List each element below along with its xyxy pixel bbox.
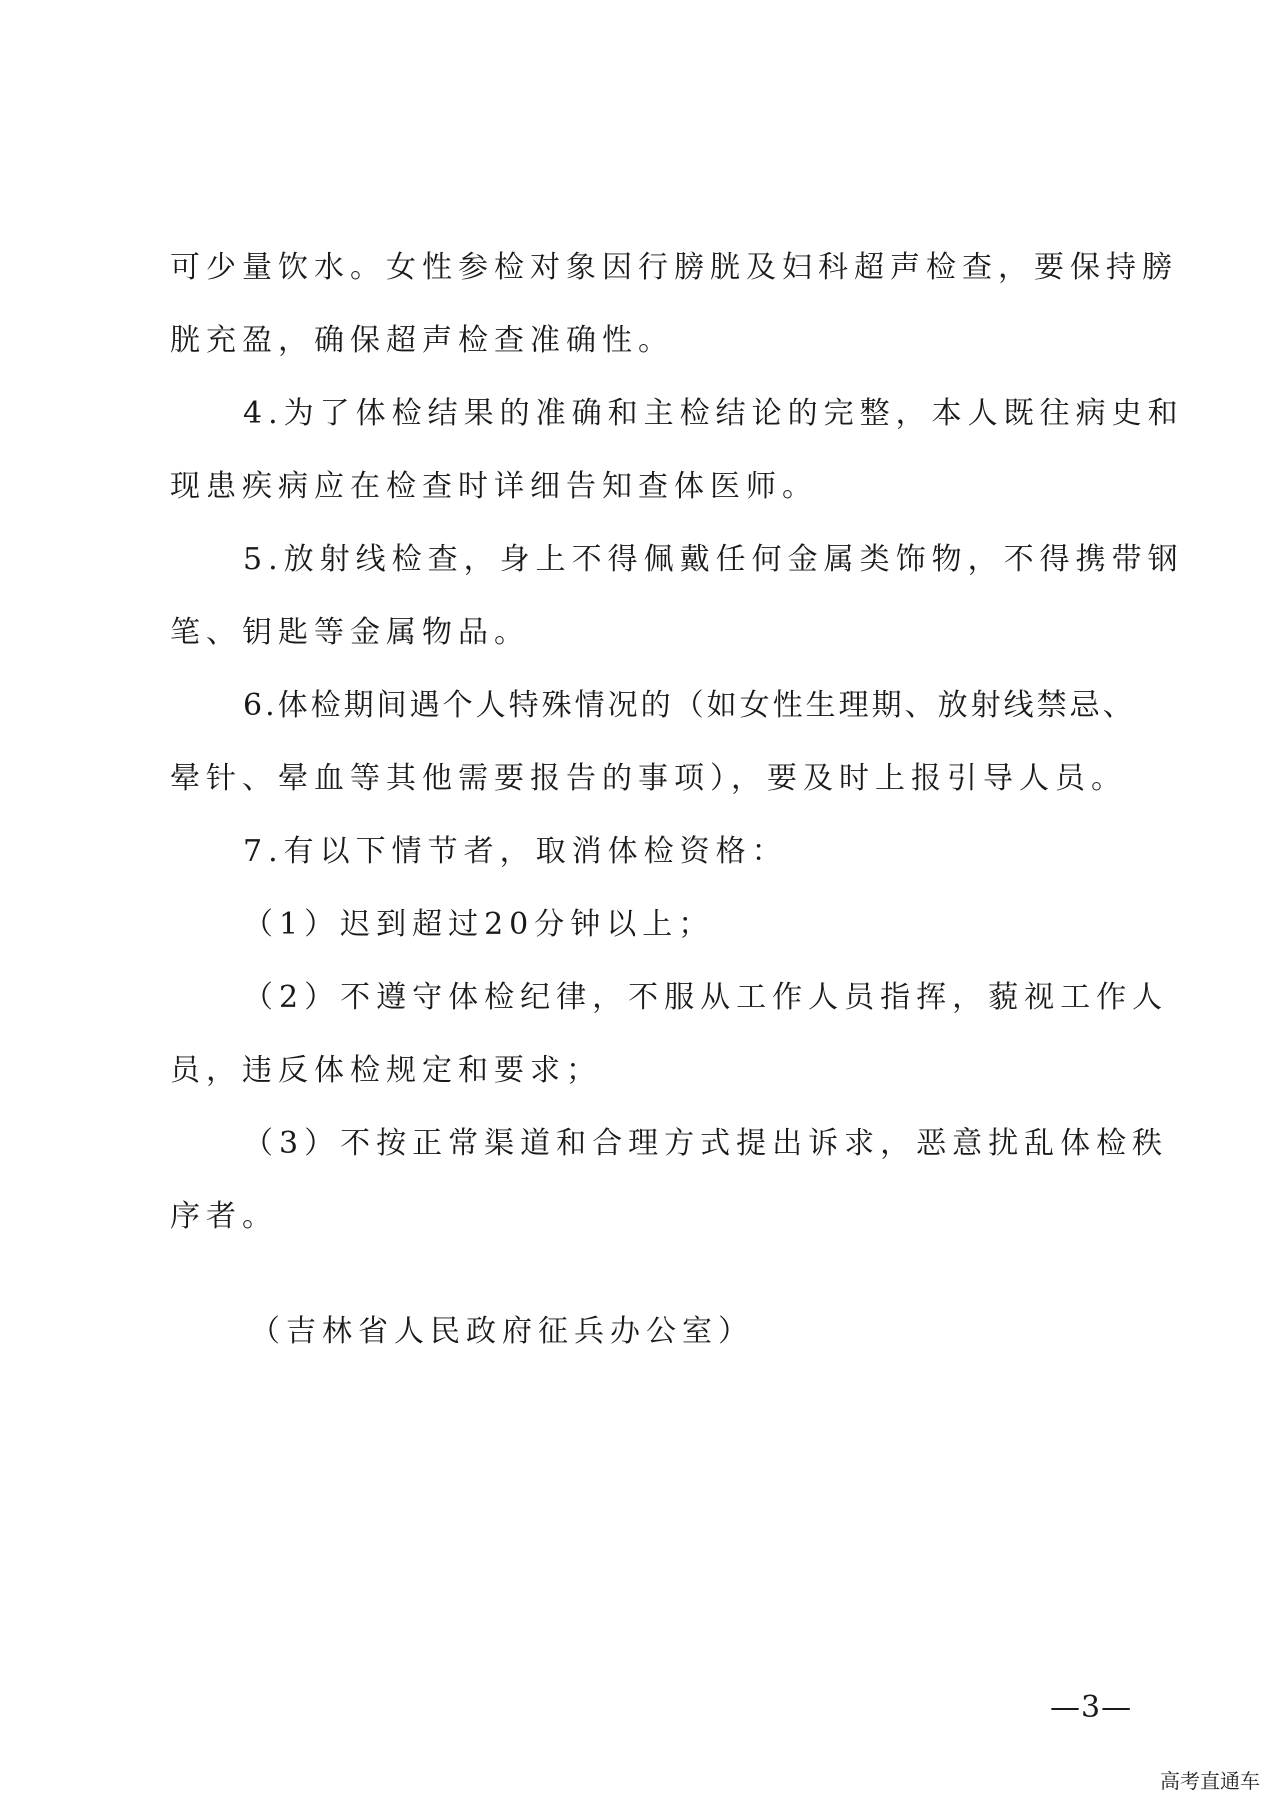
text-line: 员，违反体检规定和要求； <box>170 1053 602 1088</box>
text-line: 胱充盈，确保超声检查准确性。 <box>170 323 674 358</box>
text-line: （2）不遵守体检纪律，不服从工作人员指挥，藐视工作人 <box>243 980 1169 1015</box>
text-line: 5.放射线检查，身上不得佩戴任何金属类饰物，不得携带钢 <box>243 542 1184 577</box>
text-line: 可少量饮水。女性参检对象因行膀胱及妇科超声检查，要保持膀 <box>170 250 1178 285</box>
text-line: 7.有以下情节者，取消体检资格： <box>243 834 788 869</box>
text-line: （3）不按正常渠道和合理方式提出诉求，恶意扰乱体检秩 <box>243 1126 1169 1161</box>
text-line: 序者。 <box>170 1199 278 1234</box>
text-line: 6.体检期间遇个人特殊情况的（如女性生理期、放射线禁忌、 <box>243 688 1136 723</box>
text-line: 现患疾病应在检查时详细告知查体医师。 <box>170 469 818 504</box>
text-line: 笔、钥匙等金属物品。 <box>170 615 530 650</box>
text-line: 晕针、晕血等其他需要报告的事项），要及时上报引导人员。 <box>170 761 1127 796</box>
text-line: 4.为了体检结果的准确和主检结论的完整，本人既往病史和 <box>243 396 1184 431</box>
issuing-office: （吉林省人民政府征兵办公室） <box>250 1314 754 1349</box>
watermark-text: 高考直通车 <box>1160 1769 1260 1793</box>
page-number: —3— <box>1050 1690 1133 1725</box>
text-line: （1）迟到超过20分钟以上； <box>243 907 715 942</box>
